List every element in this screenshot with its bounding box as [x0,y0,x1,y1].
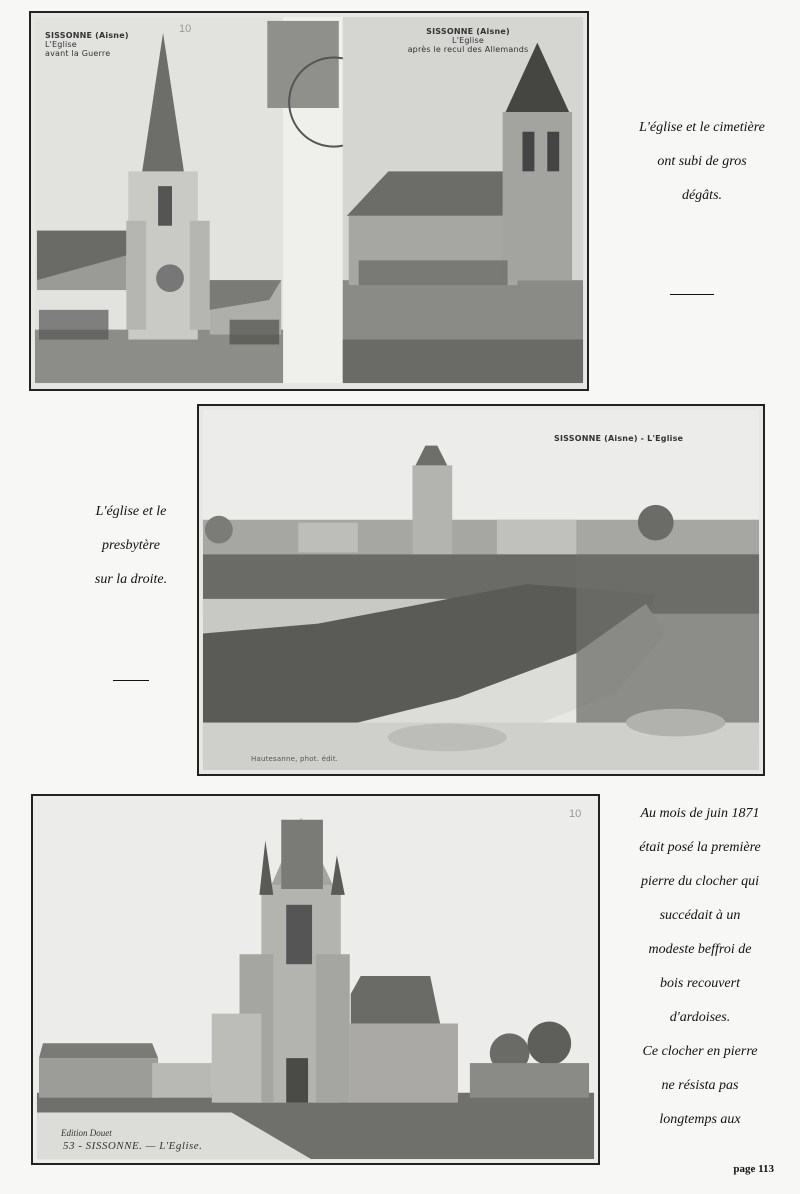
caption-bell-tower: 53 - SISSONNE. — L'Eglise. [63,1140,203,1152]
photo-church-landscape-image [199,406,763,774]
caption-before-war-line-3: avant la Guerre [45,49,111,58]
text-block-cemetery-line-1: L'église et le cimetière [639,120,765,135]
page-number: page 113 [733,1163,774,1175]
caption-after-germans-line-2: L'Eglise [452,36,484,45]
text-block-bell-tower-line-5: modeste beffroi de [648,942,752,957]
text-block-bell-tower-line-4: succédait à un [659,908,741,923]
text-block-bell-tower-line-10: longtemps aux [659,1112,741,1127]
caption-landscape: SISSONNE (Aisne) - L'Eglise [554,434,684,443]
text-block-bell-tower-line-3: pierre du clocher qui [640,874,760,889]
caption-edition: Edition Douet [61,1128,112,1138]
photo-church-before-after-image [31,13,587,389]
text-block-presbytery [56,495,206,597]
photo-church-landscape [197,404,765,776]
caption-before-war [45,31,129,58]
separator-rule-1 [670,294,714,295]
text-block-cemetery-line-2: ont subi de gros [657,154,747,169]
text-block-bell-tower-line-6: bois recouvert [660,976,740,991]
photo-church-bell-tower-image [33,796,598,1163]
text-block-bell-tower-line-1: Au mois de juin 1871 [640,806,760,821]
text-block-bell-tower-line-9: ne résista pas [661,1078,739,1093]
text-block-presbytery-line-2: presbytère [101,538,161,553]
text-block-bell-tower-line-8: Ce clocher en pierre [642,1044,758,1059]
caption-before-war-line-2: L'Eglise [45,40,77,49]
text-block-cemetery-line-3: dégâts. [681,188,723,203]
caption-after-germans [393,27,543,54]
caption-after-germans-line-3: après le recul des Allemands [407,45,529,54]
text-block-presbytery-line-3: sur la droite. [94,572,168,587]
text-block-bell-tower-line-2: était posé la première [639,840,761,855]
text-block-bell-tower-line-7: d'ardoises. [669,1010,731,1025]
caption-before-war-line-1: SISSONNE (Aisne) [45,31,129,40]
text-block-cemetery [612,111,792,213]
text-block-presbytery-line-1: L'église et le [95,504,167,519]
caption-after-germans-line-1: SISSONNE (Aisne) [426,27,510,36]
photo-church-before-after [29,11,589,391]
separator-rule-2 [113,680,149,681]
pencil-annotation-photo1: 10 [179,23,192,35]
pencil-annotation-photo3: 10 [569,808,582,820]
photo-church-bell-tower [31,794,600,1165]
caption-landscape-editor: Hautesanne, phot. édit. [251,755,339,763]
text-block-bell-tower-history [608,797,792,1137]
